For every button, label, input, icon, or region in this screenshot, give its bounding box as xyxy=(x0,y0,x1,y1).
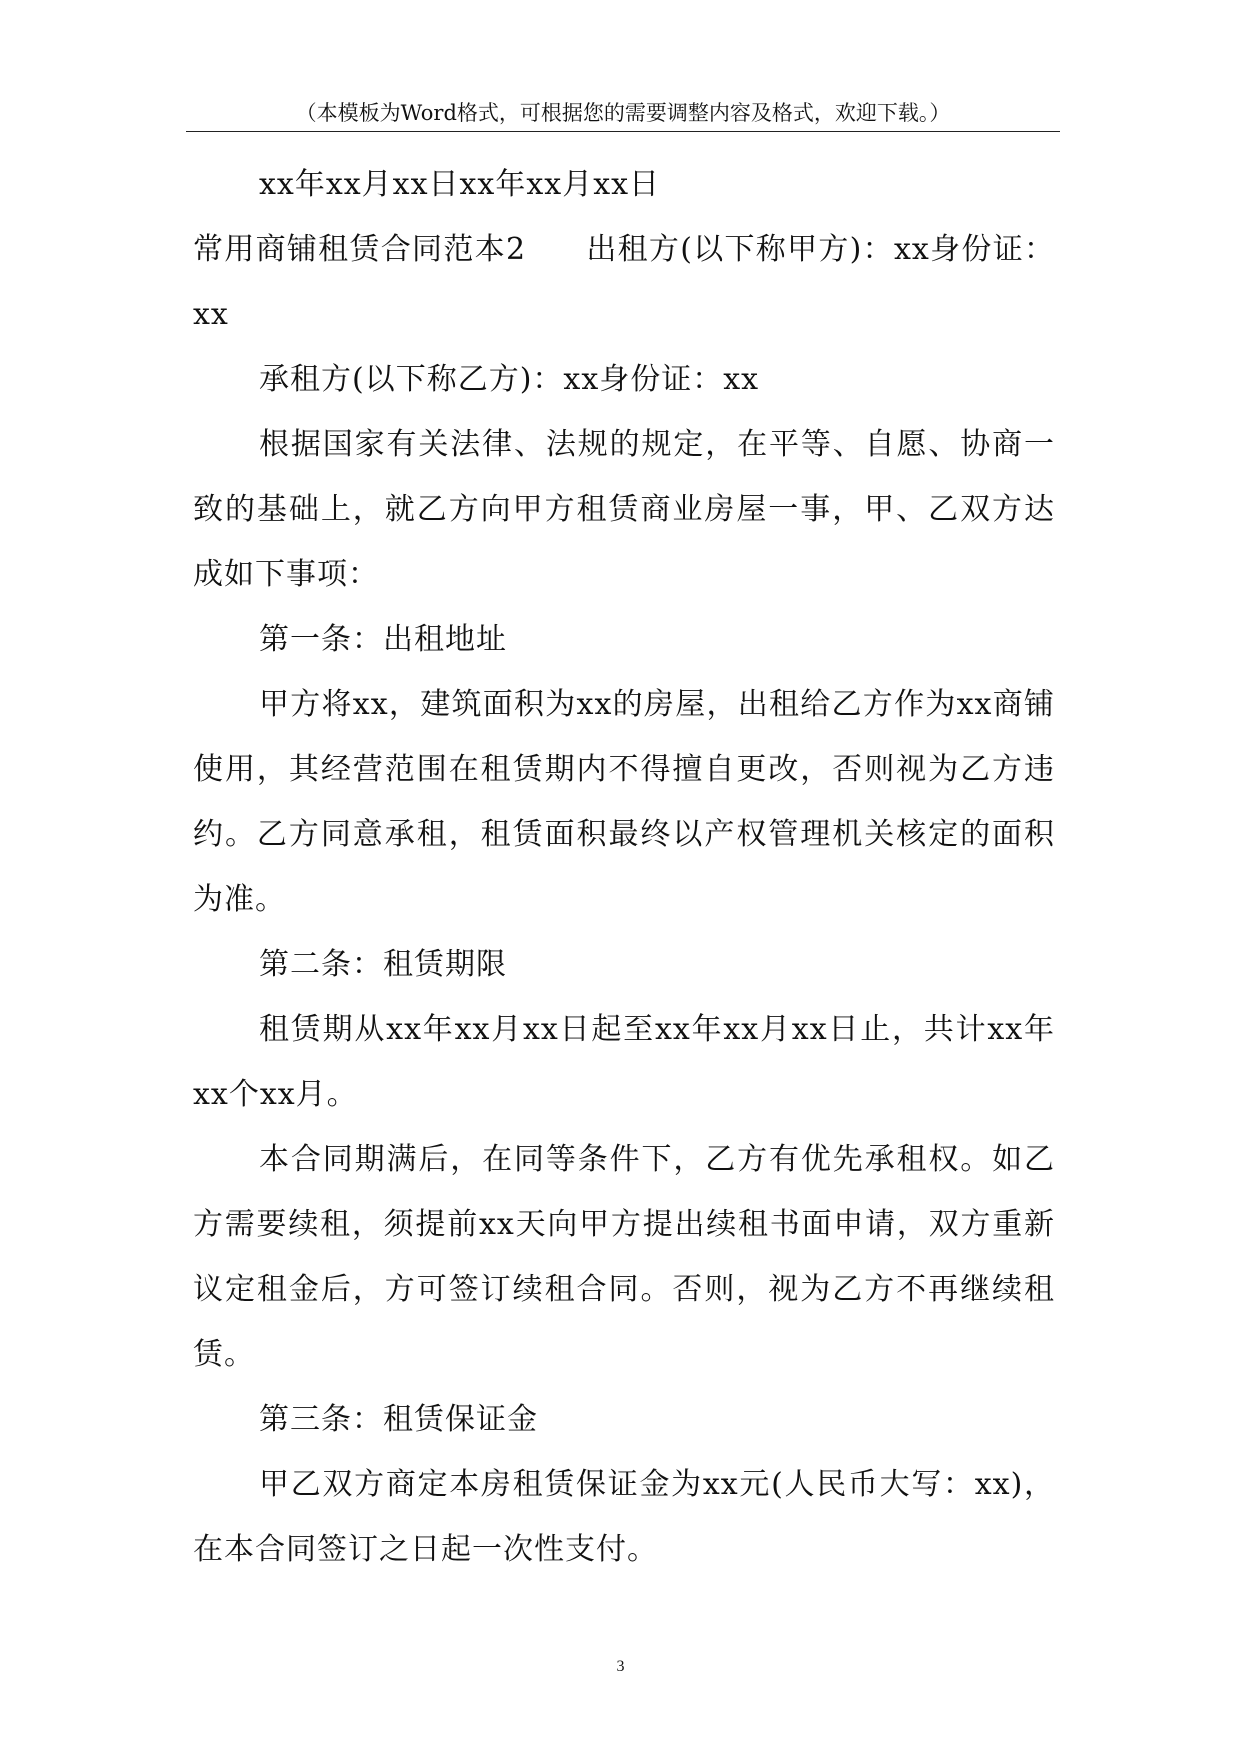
document-title: 常用商铺租赁合同范本2 xyxy=(193,232,527,267)
lessor-info: 出租方(以下称甲方)：xx身份证：xx xyxy=(193,232,1055,332)
article-3-text: 甲乙双方商定本房租赁保证金为xx元(人民币大写：xx)，在本合同签订之日起一次性支付。 xyxy=(193,1467,1055,1567)
article-1-heading: 第一条：出租地址 xyxy=(259,622,507,657)
page-number: 3 xyxy=(616,1658,625,1675)
document-body xyxy=(193,152,1055,1582)
article-3-heading: 第三条：租赁保证金 xyxy=(259,1402,538,1437)
intro-paragraph: 根据国家有关法律、法规的规定，在平等、自愿、协商一致的基础上，就乙方向甲方租赁商业房屋一事，甲、乙双方达成如下事项： xyxy=(193,427,1055,592)
article-2-renewal: 本合同期满后，在同等条件下，乙方有优先承租权。如乙方需要续租，须提前xx天向甲方提出续租书面申请，双方重新议定租金后，方可签订续租合同。否则，视为乙方不再继续租赁。 xyxy=(193,1142,1055,1372)
article-1-text: 甲方将xx，建筑面积为xx的房屋，出租给乙方作为xx商铺使用，其经营范围在租赁期内不得擅自更改，否则视为乙方违约。乙方同意承租，租赁面积最终以产权管理机关核定的面积为准。 xyxy=(193,687,1055,917)
header-divider xyxy=(186,131,1060,132)
article-2-text: 租赁期从xx年xx月xx日起至xx年xx月xx日止，共计xx年xx个xx月。 xyxy=(193,1012,1055,1112)
title-line xyxy=(193,217,1055,347)
lessee-info: 承租方(以下称乙方)：xx身份证：xx xyxy=(259,362,760,397)
article-2-heading: 第二条：租赁期限 xyxy=(259,947,507,982)
dates-line: xx年xx月xx日xx年xx月xx日 xyxy=(259,167,661,202)
header-note: （本模板为Word格式，可根据您的需要调整内容及格式，欢迎下载。） xyxy=(295,101,951,125)
